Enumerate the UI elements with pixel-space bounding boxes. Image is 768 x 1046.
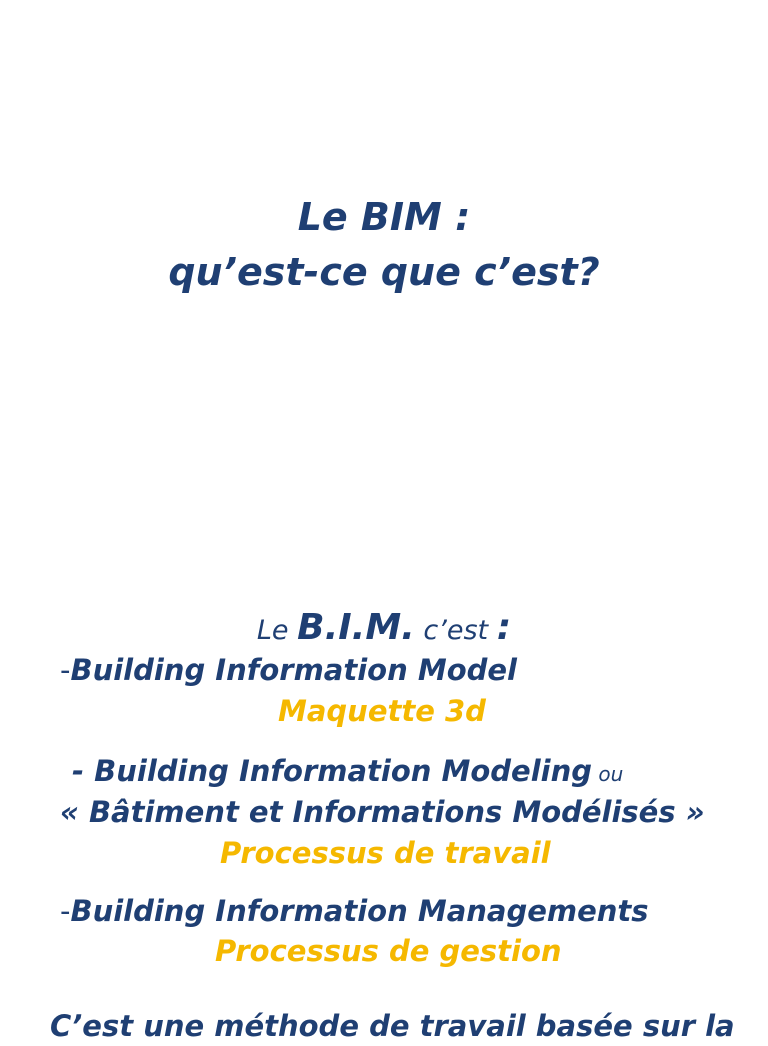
item-managements (60, 891, 649, 931)
item-managements-text: Building Information Managements (70, 894, 649, 928)
title-line-1: Le BIM : (297, 195, 471, 239)
intro-colon: : (496, 607, 512, 648)
footer-partial-text: C’est une méthode de travail basée sur la (50, 1009, 735, 1043)
item-modeling-dash: - (72, 754, 95, 788)
item-modeling-text: Building Information Modeling (94, 754, 592, 788)
item-modeling-meaning: Processus de travail (220, 836, 551, 870)
item-model-meaning: Maquette 3d (278, 694, 486, 728)
item-model-text: Building Information Model (70, 653, 517, 687)
item-model (60, 650, 517, 690)
intro-line (0, 606, 768, 653)
title-line-2: qu’est-ce que c’est? (168, 250, 600, 294)
intro-cest: c’est (414, 615, 497, 646)
item-modeling (72, 751, 623, 794)
intro-le: Le (256, 615, 298, 646)
item-model-dash: - (60, 653, 71, 687)
item-modeling-or: ou (592, 762, 624, 786)
item-managements-dash: - (60, 894, 71, 928)
intro-acronym: B.I.M. (297, 607, 415, 648)
item-modeling-alt: « Bâtiment et Informations Modélisés » (60, 795, 705, 829)
item-managements-meaning: Processus de gestion (215, 934, 562, 968)
